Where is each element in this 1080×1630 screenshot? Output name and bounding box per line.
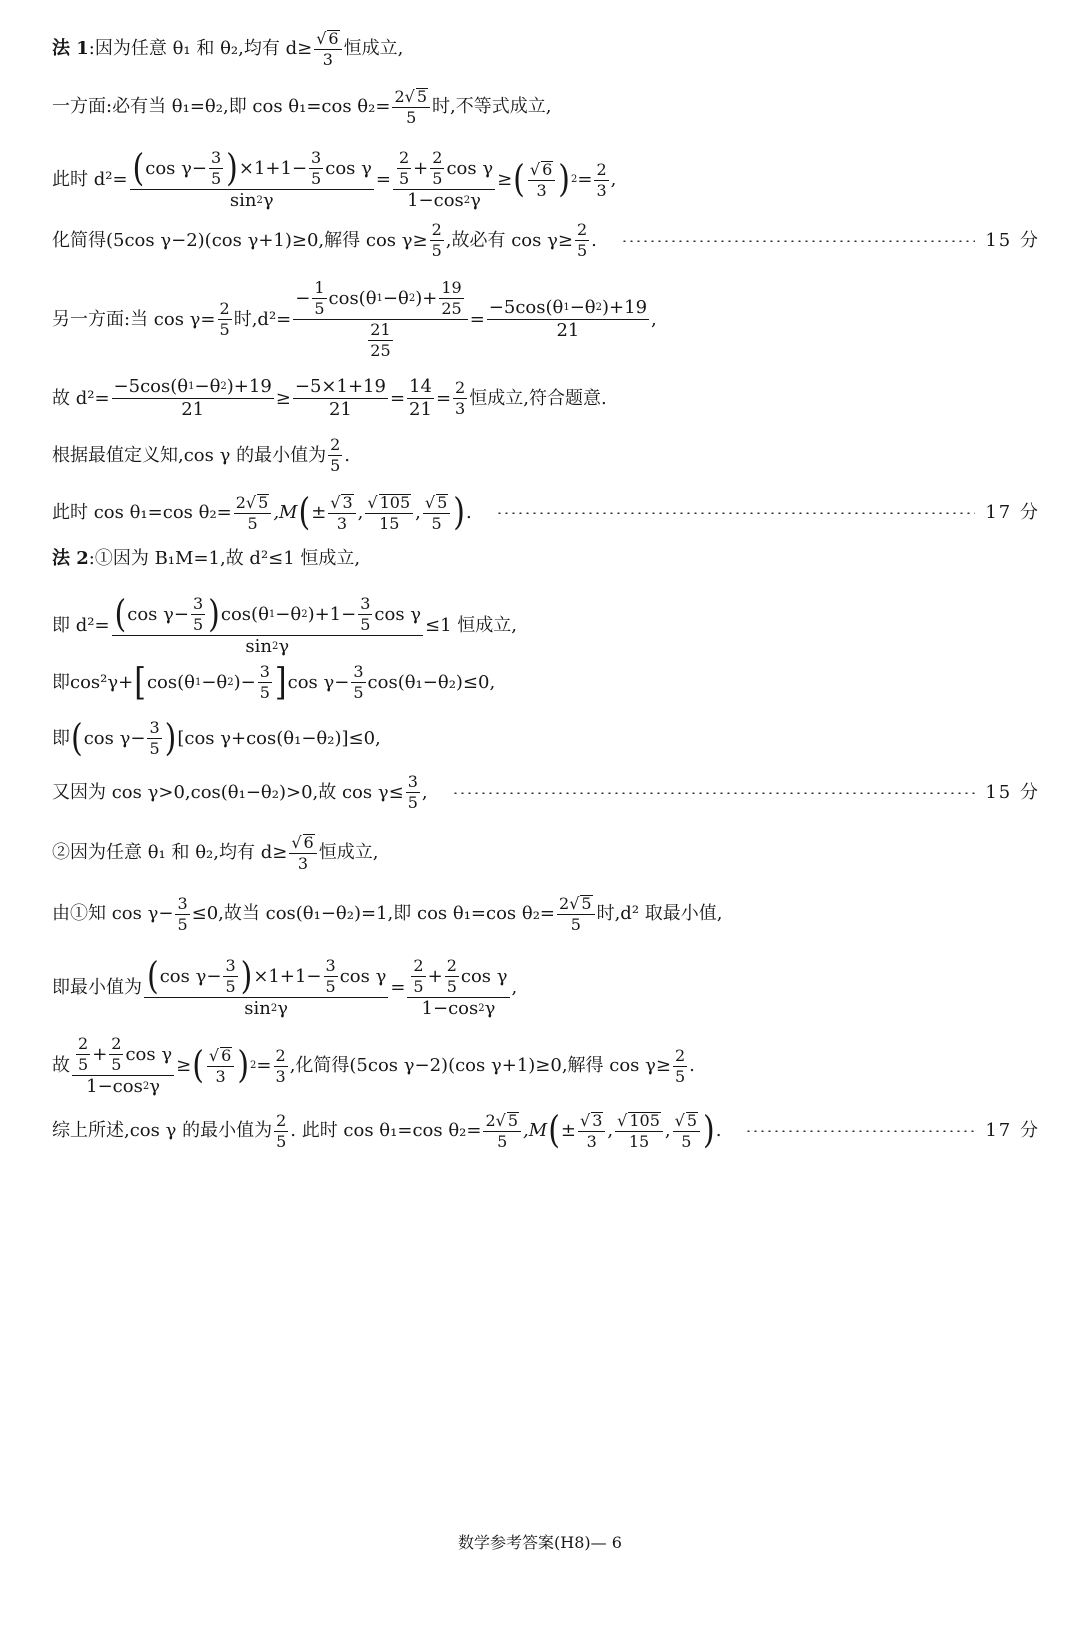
fraction: −5cos(θ 1 −θ 2 )+19 21 <box>488 297 648 341</box>
fraction: −5cos(θ 1 −θ 2 )+19 21 <box>113 376 272 420</box>
m1-heading: 法 1 <box>52 38 89 59</box>
fraction: $\frac{2}{5}$ + $\frac{2}{5}$ cos γ 1−cos 2 γ <box>393 150 495 210</box>
fraction: ( cos γ− $\frac{3}{5}$ ) cos(θ 1 −θ 2 )+1− $\frac{3}{5}$ cos γ sin 2 γ <box>112 596 424 656</box>
m1-line-2: 一方面:必有当 θ₁=θ₂,即 cos θ₁=cos θ₂= 2√ 5 5 时,不等式成立, <box>52 86 552 127</box>
m2-line-6: ②因为任意 θ₁ 和 θ₂,均有 d≥ √ 6 3 恒成立, <box>52 832 379 873</box>
fraction: $\frac{-5\times 1+19}{21}$ <box>294 376 386 420</box>
fraction: √ 6 3 <box>314 30 341 68</box>
m1-line-6: 故 d²= −5cos(θ 1 −θ 2 )+19 21 ≥ $\frac{-5\times 1+19}{21}$ = $\frac{14}{21}$ = $\frac{2}{3}$ 恒成立,符合题意. <box>52 376 607 420</box>
fraction: ( cos γ− $\frac{3}{5}$ ) ×1+1− $\frac{3}{5}$ cos γ sin 2 γ <box>130 150 374 210</box>
m1-line-7: 根据最值定义知,cos γ 的最小值为 $\frac{2}{5}$ . <box>52 435 350 475</box>
dot-leader <box>621 240 976 242</box>
page-footer: 数学参考答案(H8)— 6 <box>458 1533 622 1552</box>
m1-line-4: 化简得(5cos γ−2)(cos γ+1)≥0,解得 cos γ≥ $\frac{2}{5}$ ,故必有 cos γ≥ $\frac{2}{5}$ . 15 分 <box>52 220 1040 260</box>
m1-line-1: 法 1 :因为任意 θ₁ 和 θ₂,均有 d≥ √ 6 3 恒成立, <box>52 28 404 69</box>
m2-line-9: 故 $\frac{2}{5}$ + $\frac{2}{5}$ cos γ 1−cos 2 γ ≥ ( √ 6 3 ) 2 = $\frac{2}{3}$ ,化简得(5cos γ−2)(cos γ+1)≥0,解得 cos γ≥ $\frac{2}{5}$ . <box>52 1034 695 1097</box>
score-label: 15 分 <box>985 781 1040 803</box>
dot-leader <box>745 1130 975 1132</box>
m1-line-5: 另一方面:当 cos γ= $\frac{2}{5}$ 时,d²= − $\frac{1}{5}$ cos(θ 1 −θ 2 )+ $\frac{19}{25}$ $\frac{21}{25}$ = −5cos(θ 1 −θ 2 )+19 21 , <box>52 278 657 360</box>
fraction: − $\frac{1}{5}$ cos(θ 1 −θ 2 )+ $\frac{19}{25}$ $\frac{21}{25}$ <box>293 280 467 359</box>
m2-line-3: 即cos²γ+ [ cos(θ 1 −θ 2 )− $\frac{3}{5}$ ] cos γ− $\frac{3}{5}$ cos(θ₁−θ₂)≤0, <box>52 660 496 704</box>
score-label: 17 分 <box>985 1120 1040 1141</box>
score-label: 15 分 <box>985 229 1040 251</box>
m2-line-10: 综上所述,cos γ 的最小值为 $\frac{2}{5}$ . 此时 cos θ₁=cos θ₂= 2√ 5 5 ,M ( ± √ 3 3 , √ 105 15 , √ 5 5 ) . 17 分 <box>52 1108 1040 1153</box>
m2-line-5: 又因为 cos γ>0,cos(θ₁−θ₂)>0,故 cos γ≤ $\frac{3}{5}$ , 15 分 <box>52 772 1040 812</box>
m2-line-7: 由①知 cos γ− $\frac{3}{5}$ ≤0,故当 cos(θ₁−θ₂)=1,即 cos θ₁=cos θ₂= 2√ 5 5 时,d² 取最小值, <box>52 893 723 934</box>
fraction: ( cos γ− $\frac{3}{5}$ ) ×1+1− $\frac{3}{5}$ cos γ sin 2 γ <box>144 958 388 1018</box>
dot-leader <box>496 512 976 514</box>
m1-line-8: 此时 cos θ₁=cos θ₂= 2√ 5 5 ,M ( ± √ 3 3 , √ 105 15 , √ 5 5 ) . 17 分 <box>52 490 1040 535</box>
m2-line-2: 即 d²= ( cos γ− $\frac{3}{5}$ ) cos(θ 1 −θ 2 )+1− $\frac{3}{5}$ cos γ sin 2 γ ≤1 恒成立, <box>52 592 518 657</box>
m2-line-1: 法 2 :①因为 B₁M=1,故 d²≤1 恒成立, <box>52 548 361 569</box>
m2-line-4: 即 ( cos γ− $\frac{3}{5}$ ) [cos γ+cos(θ₁−θ₂)]≤0, <box>52 716 381 760</box>
m2-heading: 法 2 <box>52 548 89 569</box>
fraction: $\frac{2}{5}$ + $\frac{2}{5}$ cos γ 1−cos 2 γ <box>72 1036 174 1096</box>
fraction: $\frac{2}{5}$ + $\frac{2}{5}$ cos γ 1−cos 2 γ <box>407 958 509 1018</box>
m1-line-3: 此时 d²= ( cos γ− $\frac{3}{5}$ ) ×1+1− $\frac{3}{5}$ cos γ sin 2 γ = $\frac{2}{5}$ + $\frac{2}{5}$ cos γ 1−cos 2 γ ≥ ( √ 6 3 ) 2 = $\frac{2}{3}$ , <box>52 146 617 211</box>
m2-line-8: 即最小值为 ( cos γ− $\frac{3}{5}$ ) ×1+1− $\frac{3}{5}$ cos γ sin 2 γ = $\frac{2}{5}$ + $\frac{2}{5}$ cos γ 1−cos 2 γ , <box>52 954 518 1019</box>
fraction: 2√ 5 5 <box>392 88 430 126</box>
score-label: 17 分 <box>985 502 1040 523</box>
dot-leader <box>452 792 976 794</box>
